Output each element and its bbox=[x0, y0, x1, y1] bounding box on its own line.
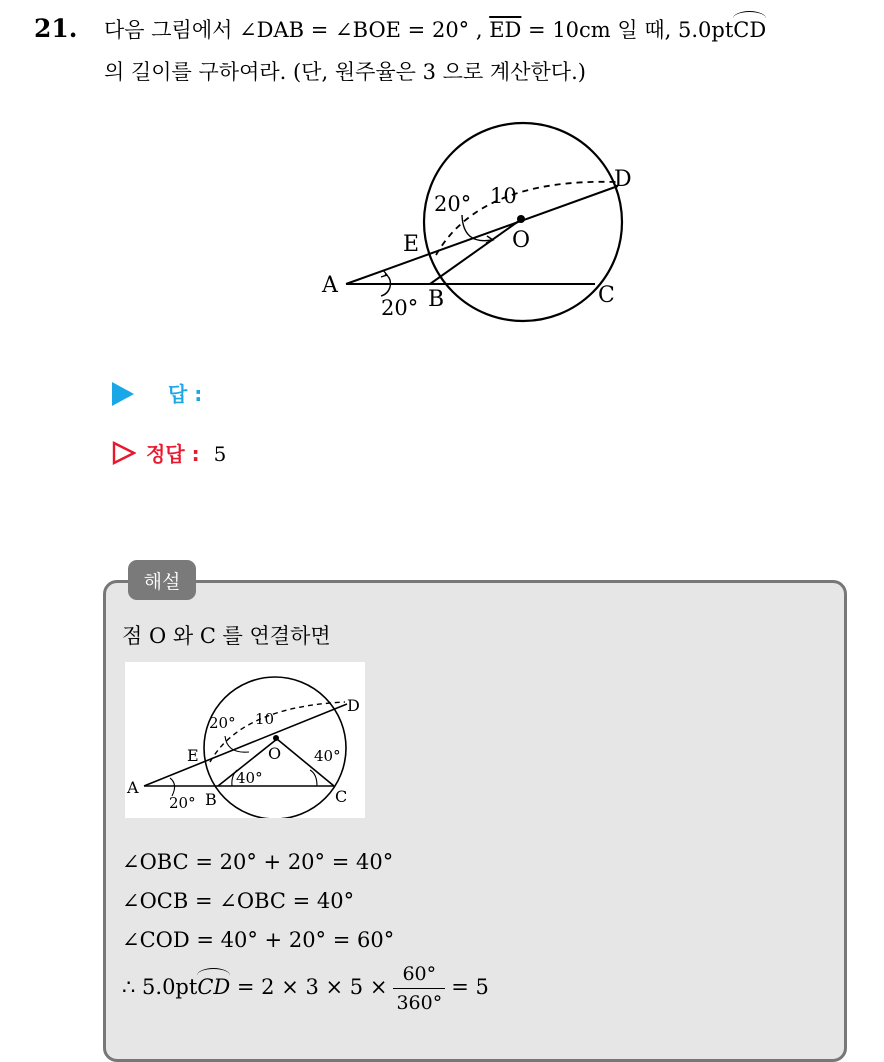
sol-label-angle-o: 20° bbox=[209, 714, 236, 732]
question-text-1a: 다음 그림에서 ∠DAB = ∠BOE = 20° , bbox=[104, 18, 490, 42]
sol-label-angle-40b: 40° bbox=[236, 769, 263, 787]
label-e: E bbox=[403, 232, 420, 257]
therefore-prefix: ∴ 5.0pt bbox=[122, 975, 198, 999]
sol-label-c: C bbox=[335, 787, 348, 806]
solution-line-2: ∠OCB = ∠OBC = 40° bbox=[122, 889, 355, 913]
fraction-numerator: 60° bbox=[393, 960, 445, 989]
arc-cd: CD bbox=[733, 18, 767, 42]
solution-tag: 해설 bbox=[128, 560, 196, 600]
solution-line-1: ∠OBC = 20° + 20° = 40° bbox=[122, 850, 394, 874]
label-d: D bbox=[614, 167, 632, 192]
sol-label-b: B bbox=[205, 790, 217, 809]
answer-label: 답 : bbox=[168, 382, 203, 406]
question-line-2: 의 길이를 구하여라. (단, 원주율은 3 으로 계산한다.) bbox=[104, 60, 586, 84]
solution-line-3: ∠COD = 40° + 20° = 60° bbox=[122, 928, 395, 952]
sol-label-angle-a: 20° bbox=[169, 794, 196, 812]
label-angle-a: 20° bbox=[381, 296, 419, 320]
correct-label: 정답 : bbox=[146, 442, 200, 466]
sol-label-o: O bbox=[268, 744, 282, 763]
play-triangle-icon bbox=[112, 382, 134, 406]
question-text-1c: = 10cm 일 때, 5.0pt bbox=[521, 18, 734, 42]
solution-line-4-end: = 5 bbox=[451, 975, 489, 999]
correct-value: 5 bbox=[213, 442, 227, 466]
outline-triangle-icon bbox=[112, 441, 136, 470]
label-length: 10 bbox=[490, 184, 517, 208]
solution-line-4-mid: = 2 × 3 × 5 × bbox=[230, 975, 388, 999]
label-o: O bbox=[512, 228, 531, 253]
label-angle-o: 20° bbox=[434, 192, 472, 216]
label-b: B bbox=[428, 287, 445, 312]
sol-label-d: D bbox=[347, 696, 360, 715]
solution-line-4 bbox=[122, 960, 489, 1017]
question-number: 21. bbox=[34, 14, 78, 43]
correct-answer-row bbox=[112, 438, 226, 470]
answer-prompt-row bbox=[112, 378, 202, 407]
label-c: C bbox=[598, 283, 615, 308]
label-a: A bbox=[322, 273, 338, 298]
fraction-denominator: 360° bbox=[396, 992, 443, 1014]
sol-label-e: E bbox=[187, 746, 199, 765]
fraction bbox=[393, 960, 445, 1017]
sol-label-angle-40c: 40° bbox=[314, 747, 341, 765]
solution-figure bbox=[125, 662, 365, 818]
sol-label-a: A bbox=[127, 778, 139, 797]
arc-cd-italic: CD bbox=[197, 975, 231, 999]
segment-ed: $\overline{ED}$ bbox=[489, 18, 522, 42]
sol-label-length: 10 bbox=[255, 710, 275, 728]
solution-intro: 점 O 와 C 를 연결하면 bbox=[122, 624, 331, 648]
